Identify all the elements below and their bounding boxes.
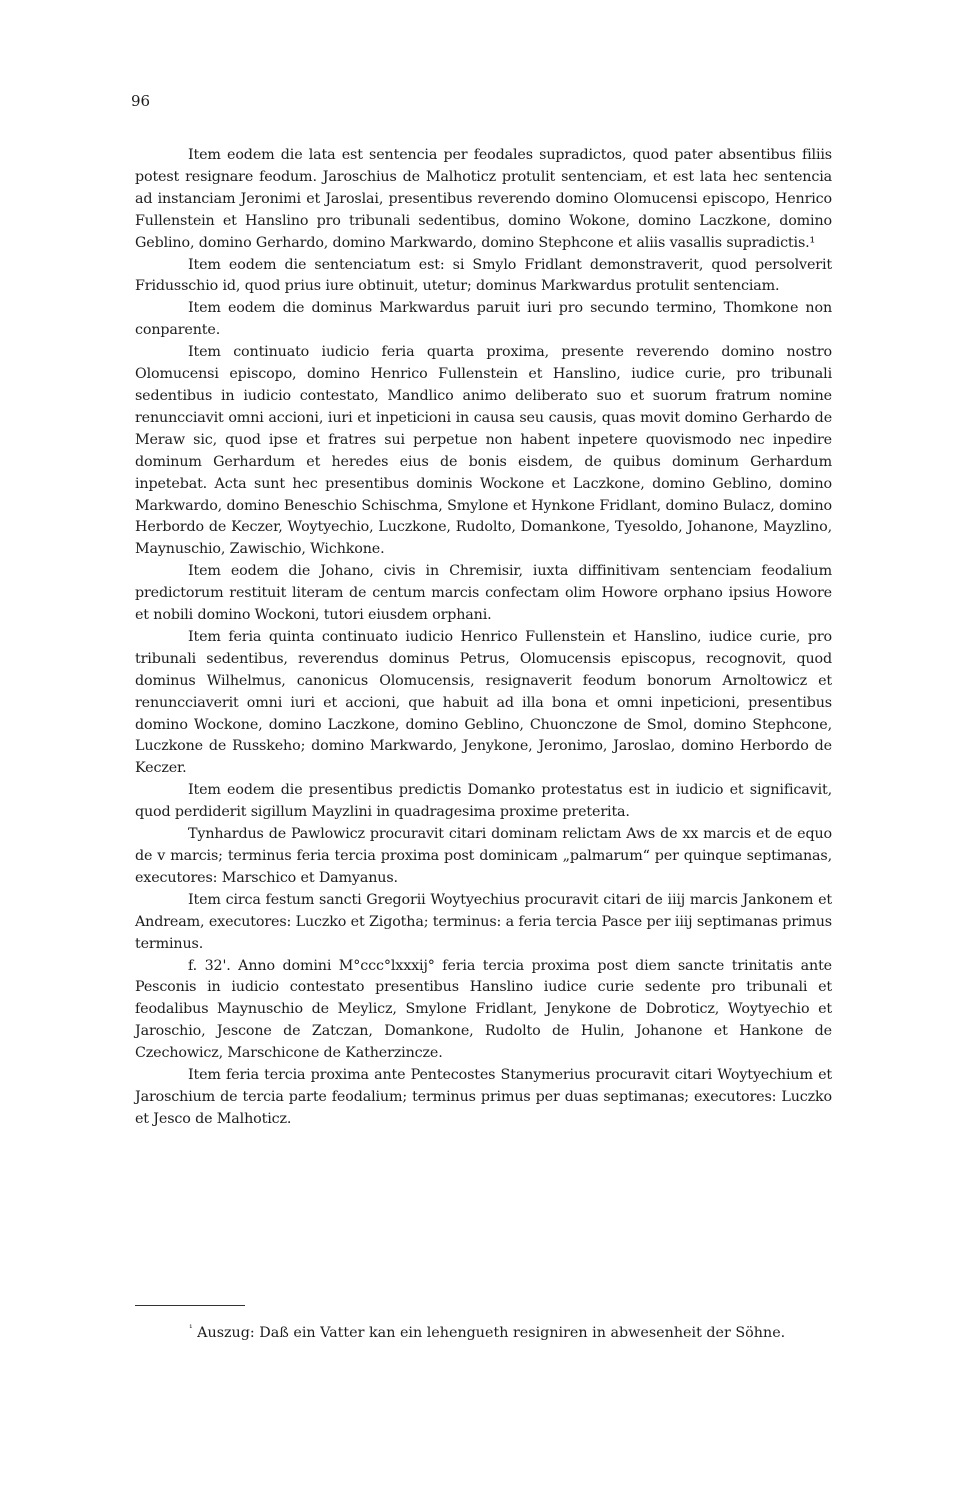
paragraph: Item feria tercia proxima ante Pentecostes Stanymerius procuravit citari Woytyechium et Jaroschium de tercia parte feodalium; terminus primus per duas septimanas; executores: Luczko et Jesco de Malhoticz. xyxy=(135,1067,832,1127)
footnote-divider xyxy=(135,1305,245,1306)
paragraph: Item eodem die dominus Markwardus paruit iuri pro secundo termino, Thomkone non conparente. xyxy=(135,300,832,339)
page-number: 96 xyxy=(131,92,151,110)
paragraph: Item feria quinta continuato iudicio Henrico Fullenstein et Hanslino, iudice curie, pro tribunali sedentibus, reverendus dominus Petrus, Olomucensis episcopus, recognovit, quod dominus Wilhelmus, canonicus Olomucensis, resignaverit feodum bonorum Arnoltowicz et renuncciaverit omni iuri et accioni, que habuit ad illa bona et omni inpeticioni, presentibus domino Wockone, domino Laczkone, domino Geblino, Chuonczone de Smol, domino Stephcone, Luczkone de Russkeho; domino Markwardo, Jenykone, Jeronimo, Jaroslao, domino Herbordo de Keczer. xyxy=(135,628,832,777)
footnote-text: Auszug: Daß ein Vatter kan ein lehengueth resigniren in abwesenheit der Söhne. xyxy=(197,1325,786,1341)
paragraph: Item continuato iudicio feria quarta proxima, presente reverendo domino nostro Olomucensi episcopo, domino Henrico Fullenstein et Hanslino, iudice curie, pro tribunali sedentibus in iudicio contestato, Mandlico animo deliberato suo et suorum fratrum nomine renuncciavit omni accioni, iuri et inpeticioni in causa seu causis, quas movit domino Gerhardo de Meraw sic, quod ipse et fratres sui perpetue non habent inpetere quovismodo nec inpedire dominum Gerhardum et heredes eius de bonis eisdem, de quibus dominum Gerhardum inpetebat. Acta sunt hec presentibus dominis Wockone et Laczkone, domino Geblino, domino Markwardo, domino Beneschio Schischma, Smylone et Hynkone Fridlant, domino Bulacz, domino Herbordo de Keczer, Woytyechio, Luczkone, Rudolto, Domankone, Tyesoldo, Johanone, Mayzlino, Maynuschio, Zawischio, Wichkone. xyxy=(135,344,832,558)
footnote xyxy=(135,1323,832,1343)
paragraph: Item eodem die sentenciatum est: si Smylo Fridlant demonstraverit, quod persolverit Fridusschio id, quod prius iure obtinuit, utetur; dominus Markwardus protulit sentenciam. xyxy=(135,256,832,295)
paragraph: Item eodem die lata est sentencia per feodales supradictos, quod pater absentibus filiis potest resignare feodum. Jaroschius de Malhoticz protulit sentenciam, et est lata hec sentencia ad instanciam Jeronimi et Jaroslai, presentibus reverendo domino Olomucensi episcopo, Henrico Fullenstein et Hanslino pro tribunali sedentibus, domino Wokone, domino Laczkone, domino Geblino, domino Gerhardo, domino Markwardo, domino Stephcone et aliis vasallis supradictis.¹ xyxy=(135,147,832,251)
main-text xyxy=(135,145,832,1131)
paragraph: Tynhardus de Pawlowicz procuravit citari dominam relictam Aws de xx marcis et de equo de v marcis; terminus feria tercia proxima post dominicam „palmarum“ per quinque septimanas, executores: Marschico et Damyanus. xyxy=(135,826,832,886)
footnote-marker: ¹ xyxy=(189,1324,193,1335)
paragraph: Item circa festum sancti Gregorii Woytyechius procuravit citari de iiij marcis Jankonem et Andream, executores: Luczko et Zigotha; terminus: a feria tercia Pasce per iiij septimanas primus terminus. xyxy=(135,891,832,952)
paragraph: f. 32'. Anno domini M°ccc°lxxxij° feria tercia proxima post diem sancte trinitatis ante Pesconis in iudicio contestato presentibus Hanslino iudice curie sedente pro tribunali et feodalibus Maynuschio de Meylicz, Smylone Fridlant, Jenykone de Dobroticz, Woytyechio et Jaroschio, Jescone de Zatczan, Domankone, Rudolto de Hulin, Johanone et Hankone de Czechowicz, Marschicone de Katherzincze. xyxy=(135,957,832,1062)
paragraph: Item eodem die Johano, civis in Chremisir, iuxta diffinitivam sentenciam feodalium predictorum restituit literam de centum marcis confectam olim Howore orphano ipsius Howore et nobili domino Wockoni, tutori eiusdem orphani. xyxy=(135,563,832,624)
paragraph: Item eodem die presentibus predictis Domanko protestatus est in iudicio et significavit, quod perdiderit sigillum Mayzlini in quadragesima proxime preterita. xyxy=(135,782,832,821)
